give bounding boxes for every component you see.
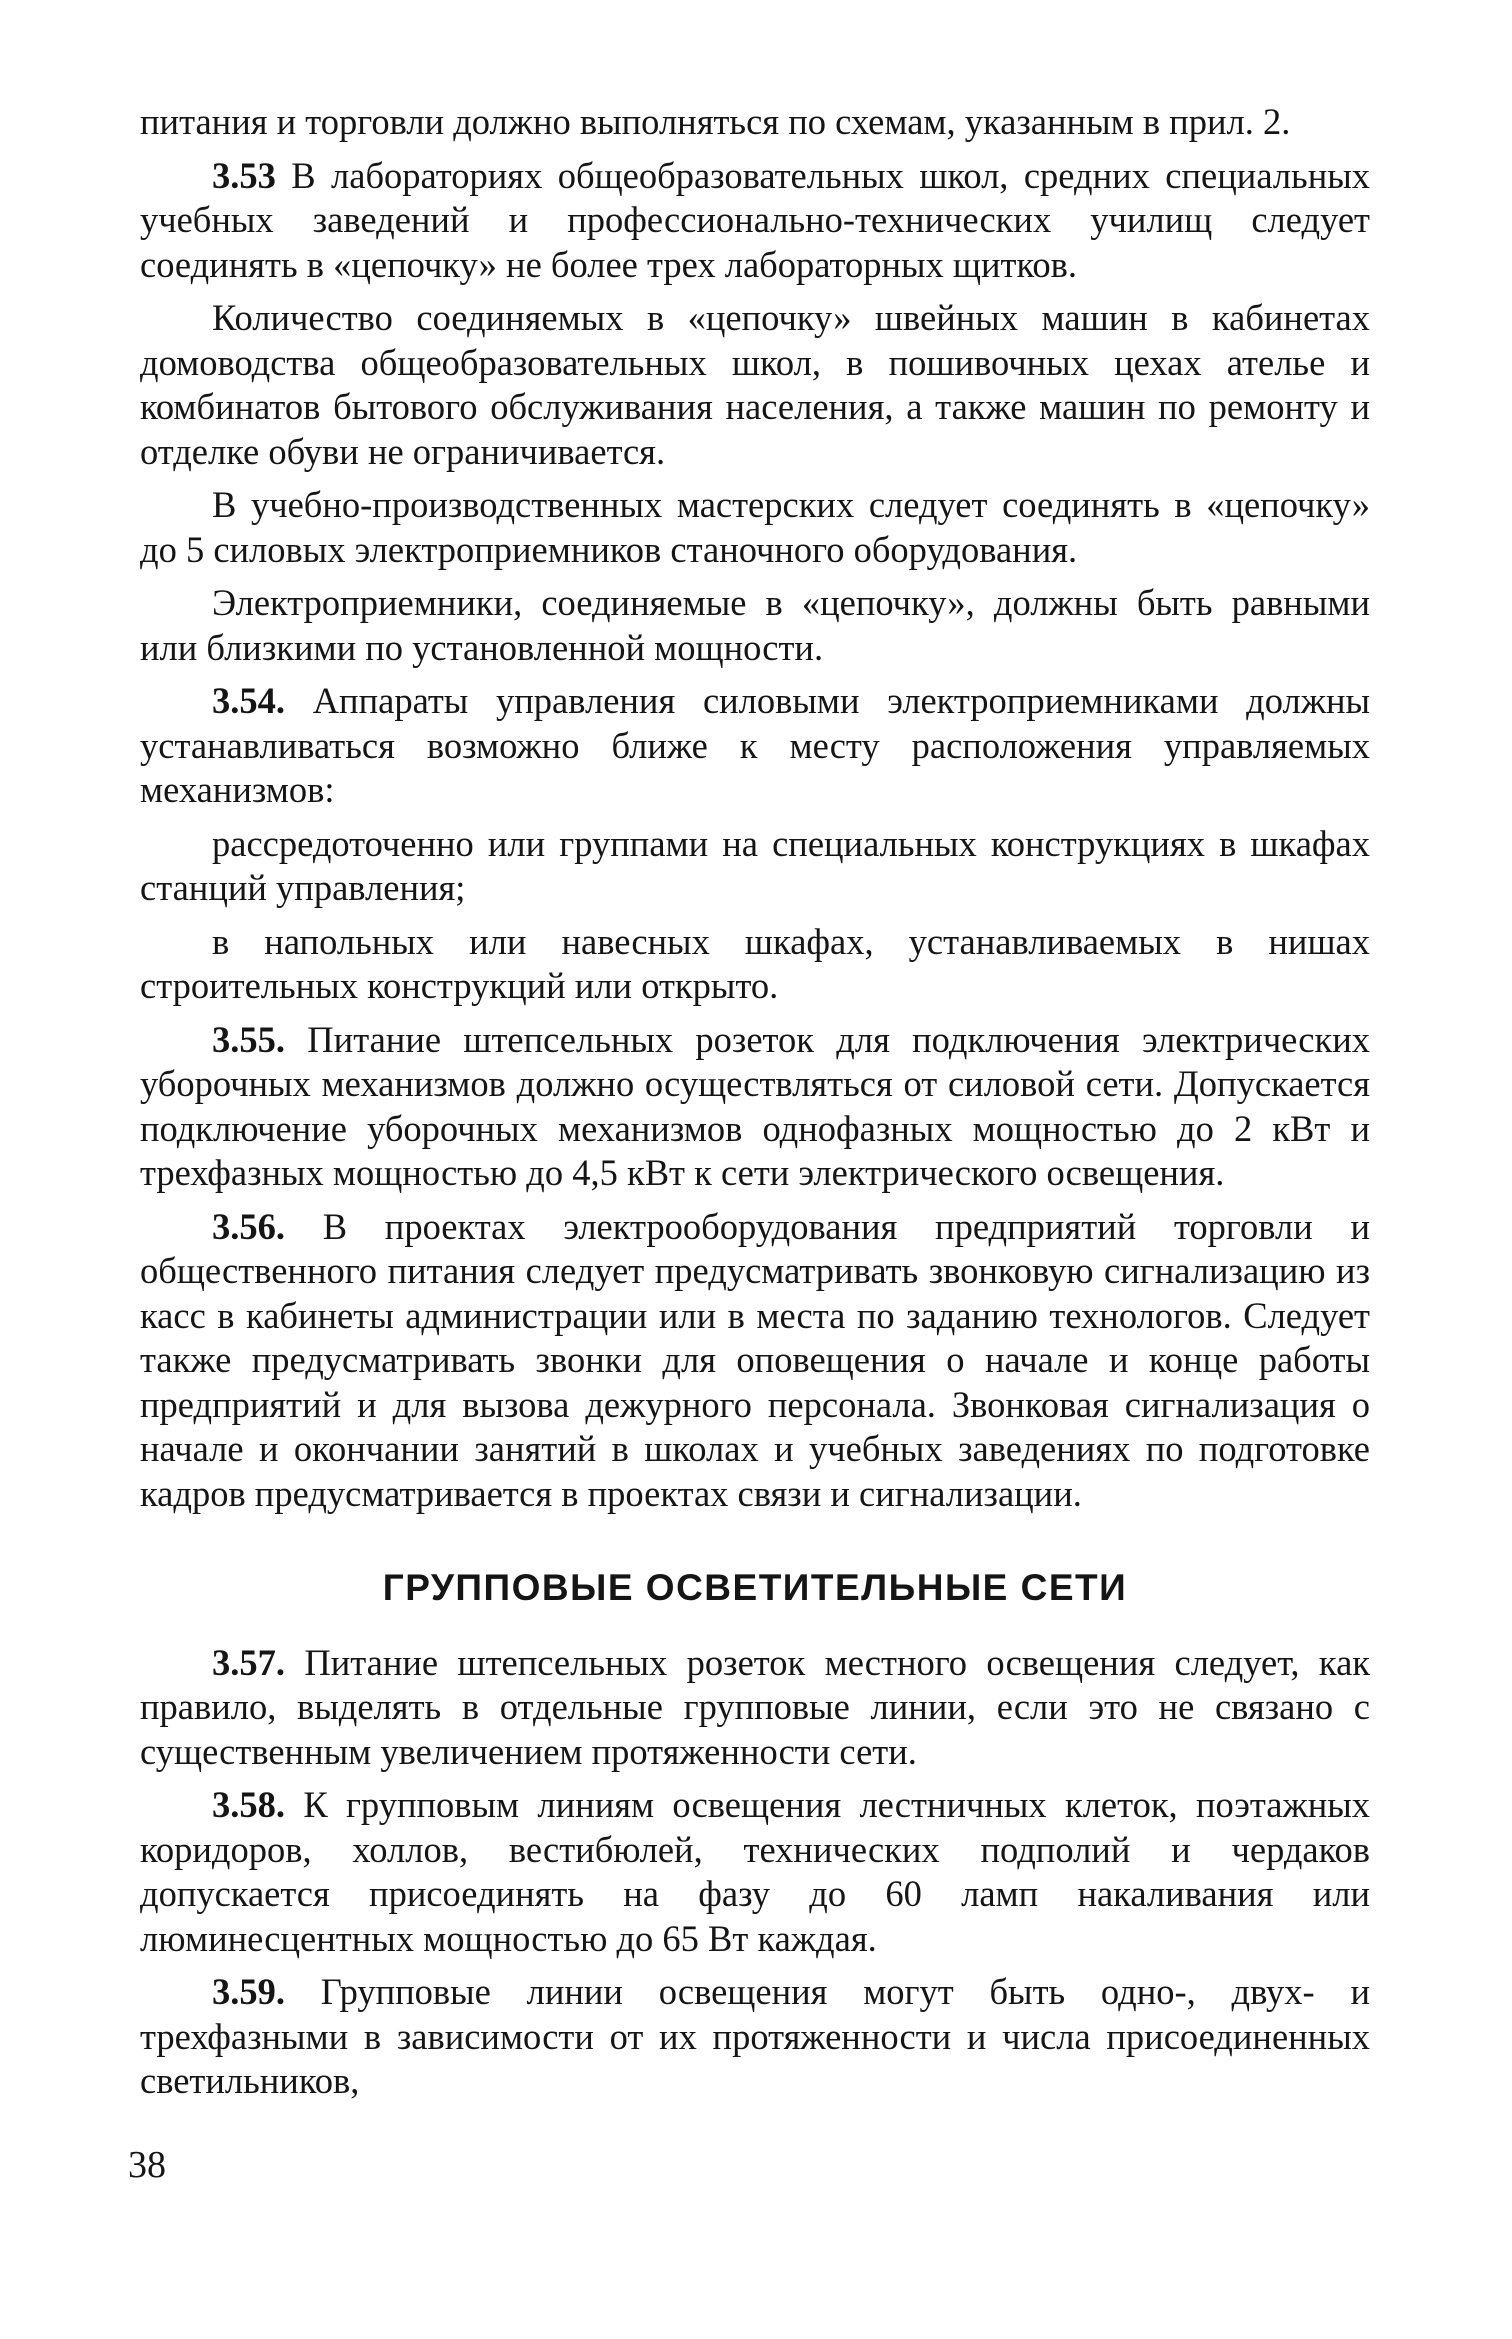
paragraph-text: В лабораториях общеобразовательных школ, средних специальных учебных заведений и профессионально-технических училищ следует соединять в «цепочку» не более трех лабораторных щитков. — [140, 154, 1371, 285]
paragraph — [140, 920, 1370, 1009]
page-number: 38 — [128, 2144, 166, 2186]
paragraph-text: в напольных или навесных шкафах, устанавливаемых в нишах строительных конструкций или открыто. — [140, 920, 1370, 1006]
paragraph-text: рассредоточенно или группами на специальных конструкциях в шкафах станций управления; — [140, 822, 1370, 908]
paragraphs-after-heading — [140, 1641, 1370, 2104]
paragraph — [140, 296, 1370, 474]
clause-number: 3.55. — [212, 1018, 285, 1060]
paragraph-text: Групповые линии освещения могут быть одно-, двух- и трехфазными в зависимости от их протяженности и числа присоединенных светильников, — [140, 1971, 1371, 2101]
paragraph — [140, 1205, 1370, 1517]
clause-number: 3.58. — [212, 1784, 285, 1825]
paragraph — [140, 822, 1370, 911]
paragraph — [140, 679, 1370, 813]
paragraph — [140, 1018, 1370, 1196]
paragraph-text: Питание штепсельных розеток местного освещения следует, как правило, выделять в отдельные групповые линии, если это не связано с существенным увеличением протяженности сети. — [140, 1641, 1371, 1772]
paragraph — [140, 154, 1370, 288]
paragraph-text: К групповым линиям освещения лестничных клеток, поэтажных коридоров, холлов, вестибюлей, технических подполий и чердаков допускается присоединять на фазу до 60 ламп накаливания или люминесцентных мощностью до 65 Вт каждая. — [140, 1784, 1371, 1959]
clause-number: 3.59. — [212, 1971, 285, 2012]
paragraph-text: Питание штепсельных розеток для подключения электрических уборочных механизмов должно осуществляться от силовой сети. Допускается подключение уборочных механизмов однофазных мощностью до 2 кВт и трехфазных мощностью до 4,5 кВт к сети электрического освещения. — [140, 1018, 1371, 1193]
paragraph-text: Количество соединяемых в «цепочку» швейных машин в кабинетах домоводства общеобразовательных школ, в пошивочных цехах ателье и комбинатов бытового обслуживания населения, а также машин по ремонту и отделке обуви не ограничивается. — [140, 297, 1370, 472]
paragraph — [140, 1641, 1370, 1775]
paragraph-text: В учебно-производственных мастерских следует соединять в «цепочку» до 5 силовых электроприемников станочного оборудования. — [140, 484, 1370, 570]
paragraph — [140, 581, 1370, 670]
paragraph-text: питания и торговли должно выполняться по схемам, указанным в прил. 2. — [140, 101, 1291, 142]
clause-number: 3.56. — [212, 1205, 285, 1247]
clause-number: 3.57. — [212, 1641, 285, 1683]
page-body — [140, 100, 1370, 2113]
paragraph-text: В проектах электрооборудования предприятий торговли и общественного питания следует предусматривать звонковую сигнализацию из касс в кабинеты администрации или в места по заданию технологов. Следует также предусматривать звонки для оповещения о начале и конце работы предприятий и для вызова дежурного персонала. Звонковая сигнализация о начале и окончании занятий в школах и учебных заведениях по подготовке кадров предусматривается в проектах связи и сигнализации. — [140, 1205, 1371, 1514]
clause-number: 3.54. — [212, 680, 285, 721]
paragraph-text: Электроприемники, соединяемые в «цепочку», должны быть равными или близкими по установленной мощности. — [140, 582, 1370, 668]
section-heading: ГРУППОВЫЕ ОСВЕТИТЕЛЬНЫЕ СЕТИ — [382, 1567, 1128, 1608]
paragraphs-before-heading — [140, 100, 1370, 1516]
clause-number: 3.53 — [212, 154, 276, 196]
paragraph — [140, 1970, 1370, 2104]
paragraph — [140, 483, 1370, 572]
paragraph — [140, 100, 1370, 145]
paragraph — [140, 1783, 1370, 1961]
paragraph-text: Аппараты управления силовыми электроприемниками должны устанавливаться возможно ближе к месту расположения управляемых механизмов: — [140, 680, 1371, 810]
